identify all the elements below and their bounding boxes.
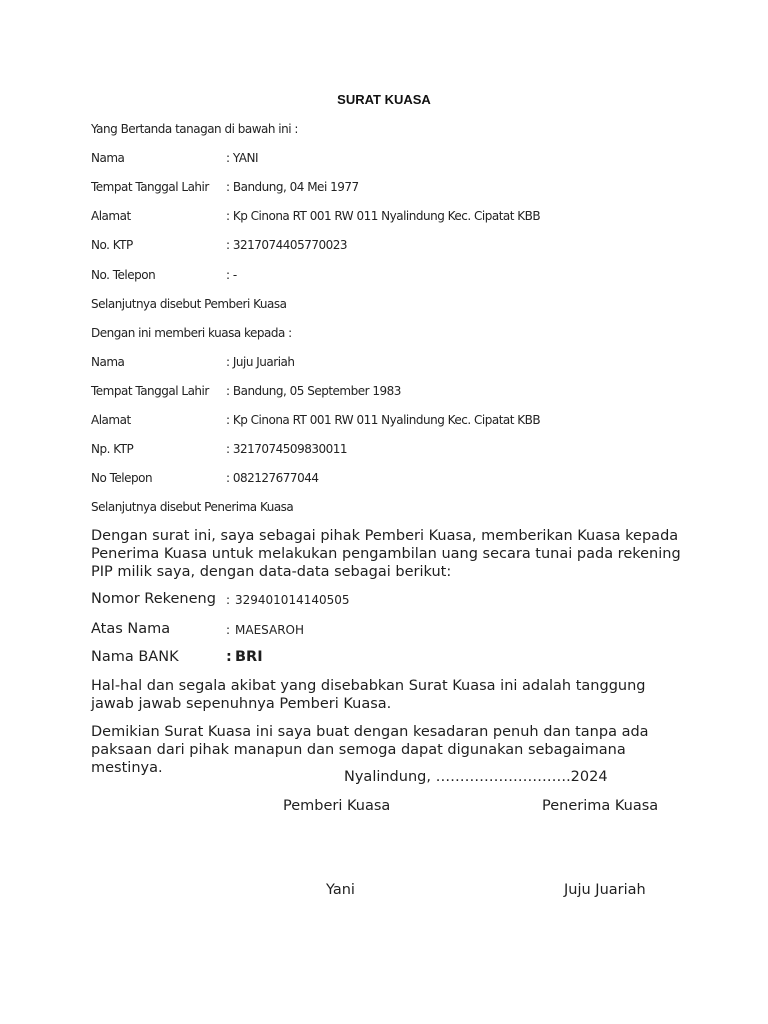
penerima-address-label: Alamat [91,413,131,427]
bank-account-value: 329401014140505 [235,593,350,607]
bank-holder-colon: : [226,623,231,637]
penerima-name-label: Nama [91,355,125,369]
bank-name-value: BRI [235,649,263,665]
pemberi-note: Selanjutnya disebut Pemberi Kuasa [91,297,287,311]
pemberi-ktp-label: No. KTP [91,238,133,252]
penerima-address-value: : Kp Cinona RT 001 RW 011 Nyalindung Kec. Cipatat KBB [226,413,541,427]
penerima-note: Selanjutnya disebut Penerima Kuasa [91,500,294,514]
intro-text: Yang Bertanda tanagan di bawah ini : [91,122,298,136]
pemberi-signer-name: Yani [326,882,355,898]
pemberi-birth-label: Tempat Tanggal Lahir [91,180,209,194]
pemberi-phone-label: No. Telepon [91,268,156,282]
pemberi-name-label: Nama [91,151,125,165]
grant-text: Dengan ini memberi kuasa kepada : [91,326,292,340]
penerima-role: Penerima Kuasa [542,798,659,814]
responsibility-paragraph: Hal-hal dan segala akibat yang disebabkan Surat Kuasa ini adalah tanggung jawab jawab sepenuhnya Pemberi Kuasa. [91,678,646,712]
place-date: Nyalindung, ……………………….2024 [344,769,608,785]
penerima-birth-value: : Bandung, 05 September 1983 [226,384,401,398]
pemberi-phone-value: : - [226,268,237,282]
pemberi-address-label: Alamat [91,209,131,223]
bank-account-label: Nomor Rekeneng [91,591,216,607]
bank-holder-value: MAESAROH [235,623,304,637]
penerima-phone-value: : 082127677044 [226,471,319,485]
closing-paragraph: Demikian Surat Kuasa ini saya buat dengan kesadaran penuh dan tanpa ada paksaan dari pihak manapun dan semoga dapat digunakan sebagaimana mestinya. [91,724,649,776]
bank-name-colon: : [226,649,232,665]
bank-name-label: Nama BANK [91,649,179,665]
penerima-ktp-value: : 3217074509830011 [226,442,348,456]
document-title: SURAT KUASA [337,92,431,107]
purpose-paragraph: Dengan surat ini, saya sebagai pihak Pemberi Kuasa, memberikan Kuasa kepada Penerima Kuasa untuk melakukan pengambilan uang secara tunai pada rekening PIP milik saya, dengan data-data sebagai berikut: [91,528,681,580]
penerima-birth-label: Tempat Tanggal Lahir [91,384,209,398]
penerima-signer-name: Juju Juariah [564,882,646,898]
pemberi-name-value: : YANI [226,151,258,165]
penerima-name-value: : Juju Juariah [226,355,295,369]
penerima-ktp-label: Np. KTP [91,442,134,456]
bank-holder-label: Atas Nama [91,621,171,637]
bank-account-colon: : [226,593,231,607]
pemberi-address-value: : Kp Cinona RT 001 RW 011 Nyalindung Kec. Cipatat KBB [226,209,541,223]
pemberi-role: Pemberi Kuasa [283,798,391,814]
pemberi-birth-value: : Bandung, 04 Mei 1977 [226,180,359,194]
penerima-phone-label: No Telepon [91,471,153,485]
pemberi-ktp-value: : 3217074405770023 [226,238,348,252]
